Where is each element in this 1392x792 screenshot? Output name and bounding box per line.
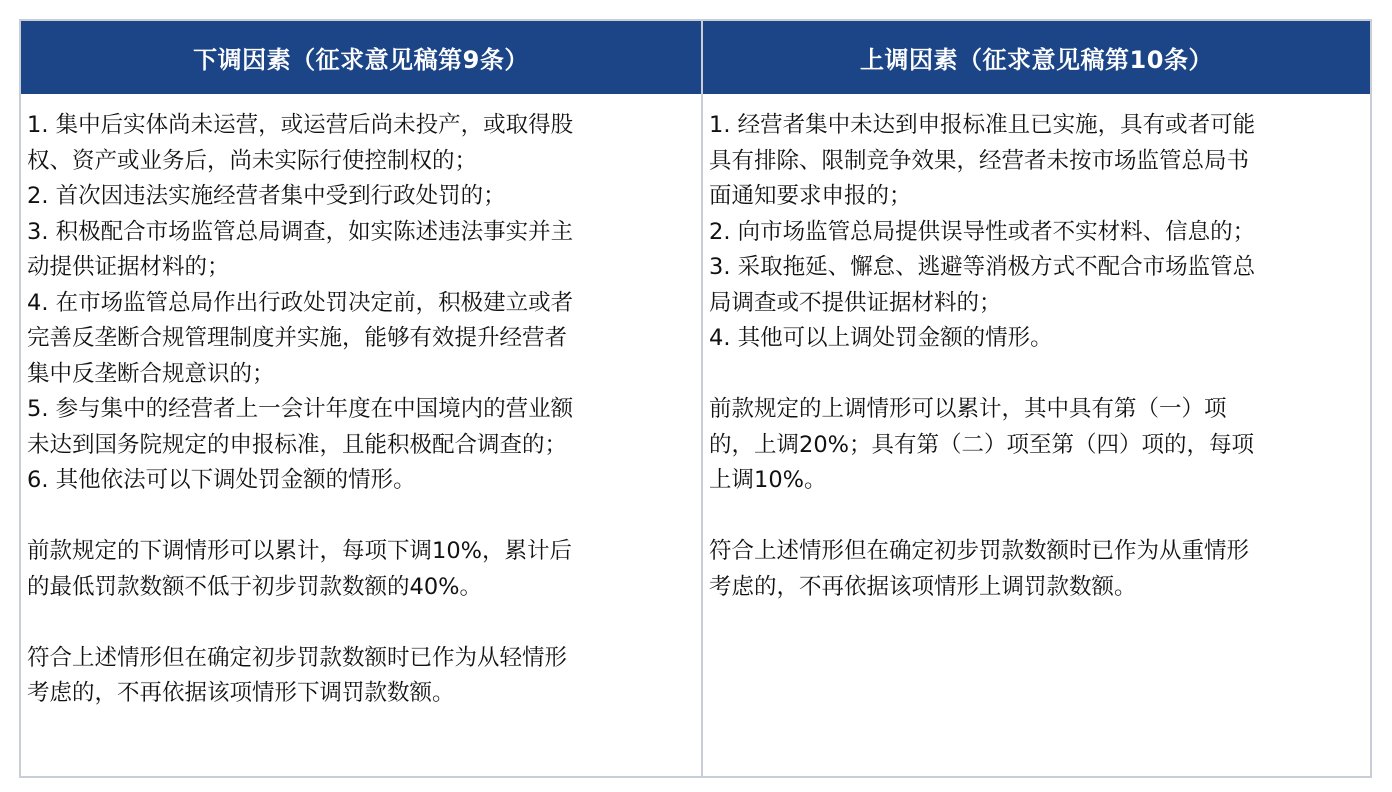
list-item: 未达到国务院规定的申报标准，且能积极配合调查的； <box>27 431 568 458</box>
list-item: 完善反垄断合规管理制度并实施，能够有效提升经营者 <box>27 325 568 351</box>
upward-cumulative-paragraph <box>709 392 1370 499</box>
paragraph-line: 前款规定的上调情形可以累计，其中具有第（一）项 <box>709 396 1227 422</box>
upward-exclusion-paragraph <box>709 534 1370 605</box>
header-upward-factors: 上调因素（征求意见稿第10条） <box>703 21 1370 94</box>
header-downward-factors: 下调因素（征求意见稿第9条） <box>21 21 703 94</box>
downward-cumulative-paragraph <box>27 534 701 605</box>
upward-factors-cell <box>703 94 1370 776</box>
list-item: 面通知要求申报的； <box>709 183 912 209</box>
paragraph-gap <box>27 605 701 641</box>
list-item: 1. 集中后实体尚未运营，或运营后尚未投产，或取得股 <box>27 112 574 138</box>
list-item: 4. 其他可以上调处罚金额的情形。 <box>709 325 1053 351</box>
downward-factors-list <box>27 108 701 499</box>
comparison-table <box>19 19 1372 778</box>
list-item: 4. 在市场监管总局作出行政处罚决定前，积极建立或者 <box>27 289 574 316</box>
paragraph-line: 的，上调20%；具有第（二）项至第（四）项的，每项 <box>709 431 1255 458</box>
list-item: 6. 其他依法可以下调处罚金额的情形。 <box>27 467 416 493</box>
paragraph-line: 符合上述情形但在确定初步罚款数额时已作为从重情形 <box>709 538 1250 564</box>
list-item: 2. 首次因违法实施经营者集中受到行政处罚的； <box>27 183 506 209</box>
paragraph-gap <box>709 499 1370 535</box>
paragraph-line: 考虑的，不再依据该项情形上调罚款数额。 <box>709 573 1137 600</box>
downward-exclusion-paragraph <box>27 641 701 712</box>
list-item: 集中反垄断合规意识的； <box>27 360 275 387</box>
paragraph-gap <box>709 357 1370 393</box>
paragraph-line: 的最低罚款数额不低于初步罚款数额的40%。 <box>27 573 483 600</box>
upward-factors-list <box>709 108 1370 357</box>
paragraph-gap <box>27 499 701 535</box>
list-item: 5. 参与集中的经营者上一会计年度在中国境内的营业额 <box>27 396 574 422</box>
paragraph-line: 符合上述情形但在确定初步罚款数额时已作为从轻情形 <box>27 644 568 671</box>
list-item: 2. 向市场监管总局提供误导性或者不实材料、信息的； <box>709 218 1256 245</box>
list-item: 1. 经营者集中未达到申报标准且已实施，具有或者可能 <box>709 112 1256 138</box>
list-item: 权、资产或业务后，尚未实际行使控制权的； <box>27 147 478 174</box>
list-item: 局调查或不提供证据材料的； <box>709 289 1002 316</box>
list-item: 动提供证据材料的； <box>27 254 230 280</box>
list-item: 3. 采取拖延、懈怠、逃避等消极方式不配合市场监管总 <box>709 254 1256 280</box>
paragraph-line: 上调10%。 <box>709 467 827 493</box>
paragraph-line: 考虑的，不再依据该项情形下调罚款数额。 <box>27 680 455 706</box>
paragraph-line: 前款规定的下调情形可以累计，每项下调10%，累计后 <box>27 538 573 564</box>
list-item: 3. 积极配合市场监管总局调查，如实陈述违法事实并主 <box>27 218 574 245</box>
downward-factors-cell <box>21 94 703 776</box>
list-item: 具有排除、限制竞争效果，经营者未按市场监管总局书 <box>709 147 1250 174</box>
